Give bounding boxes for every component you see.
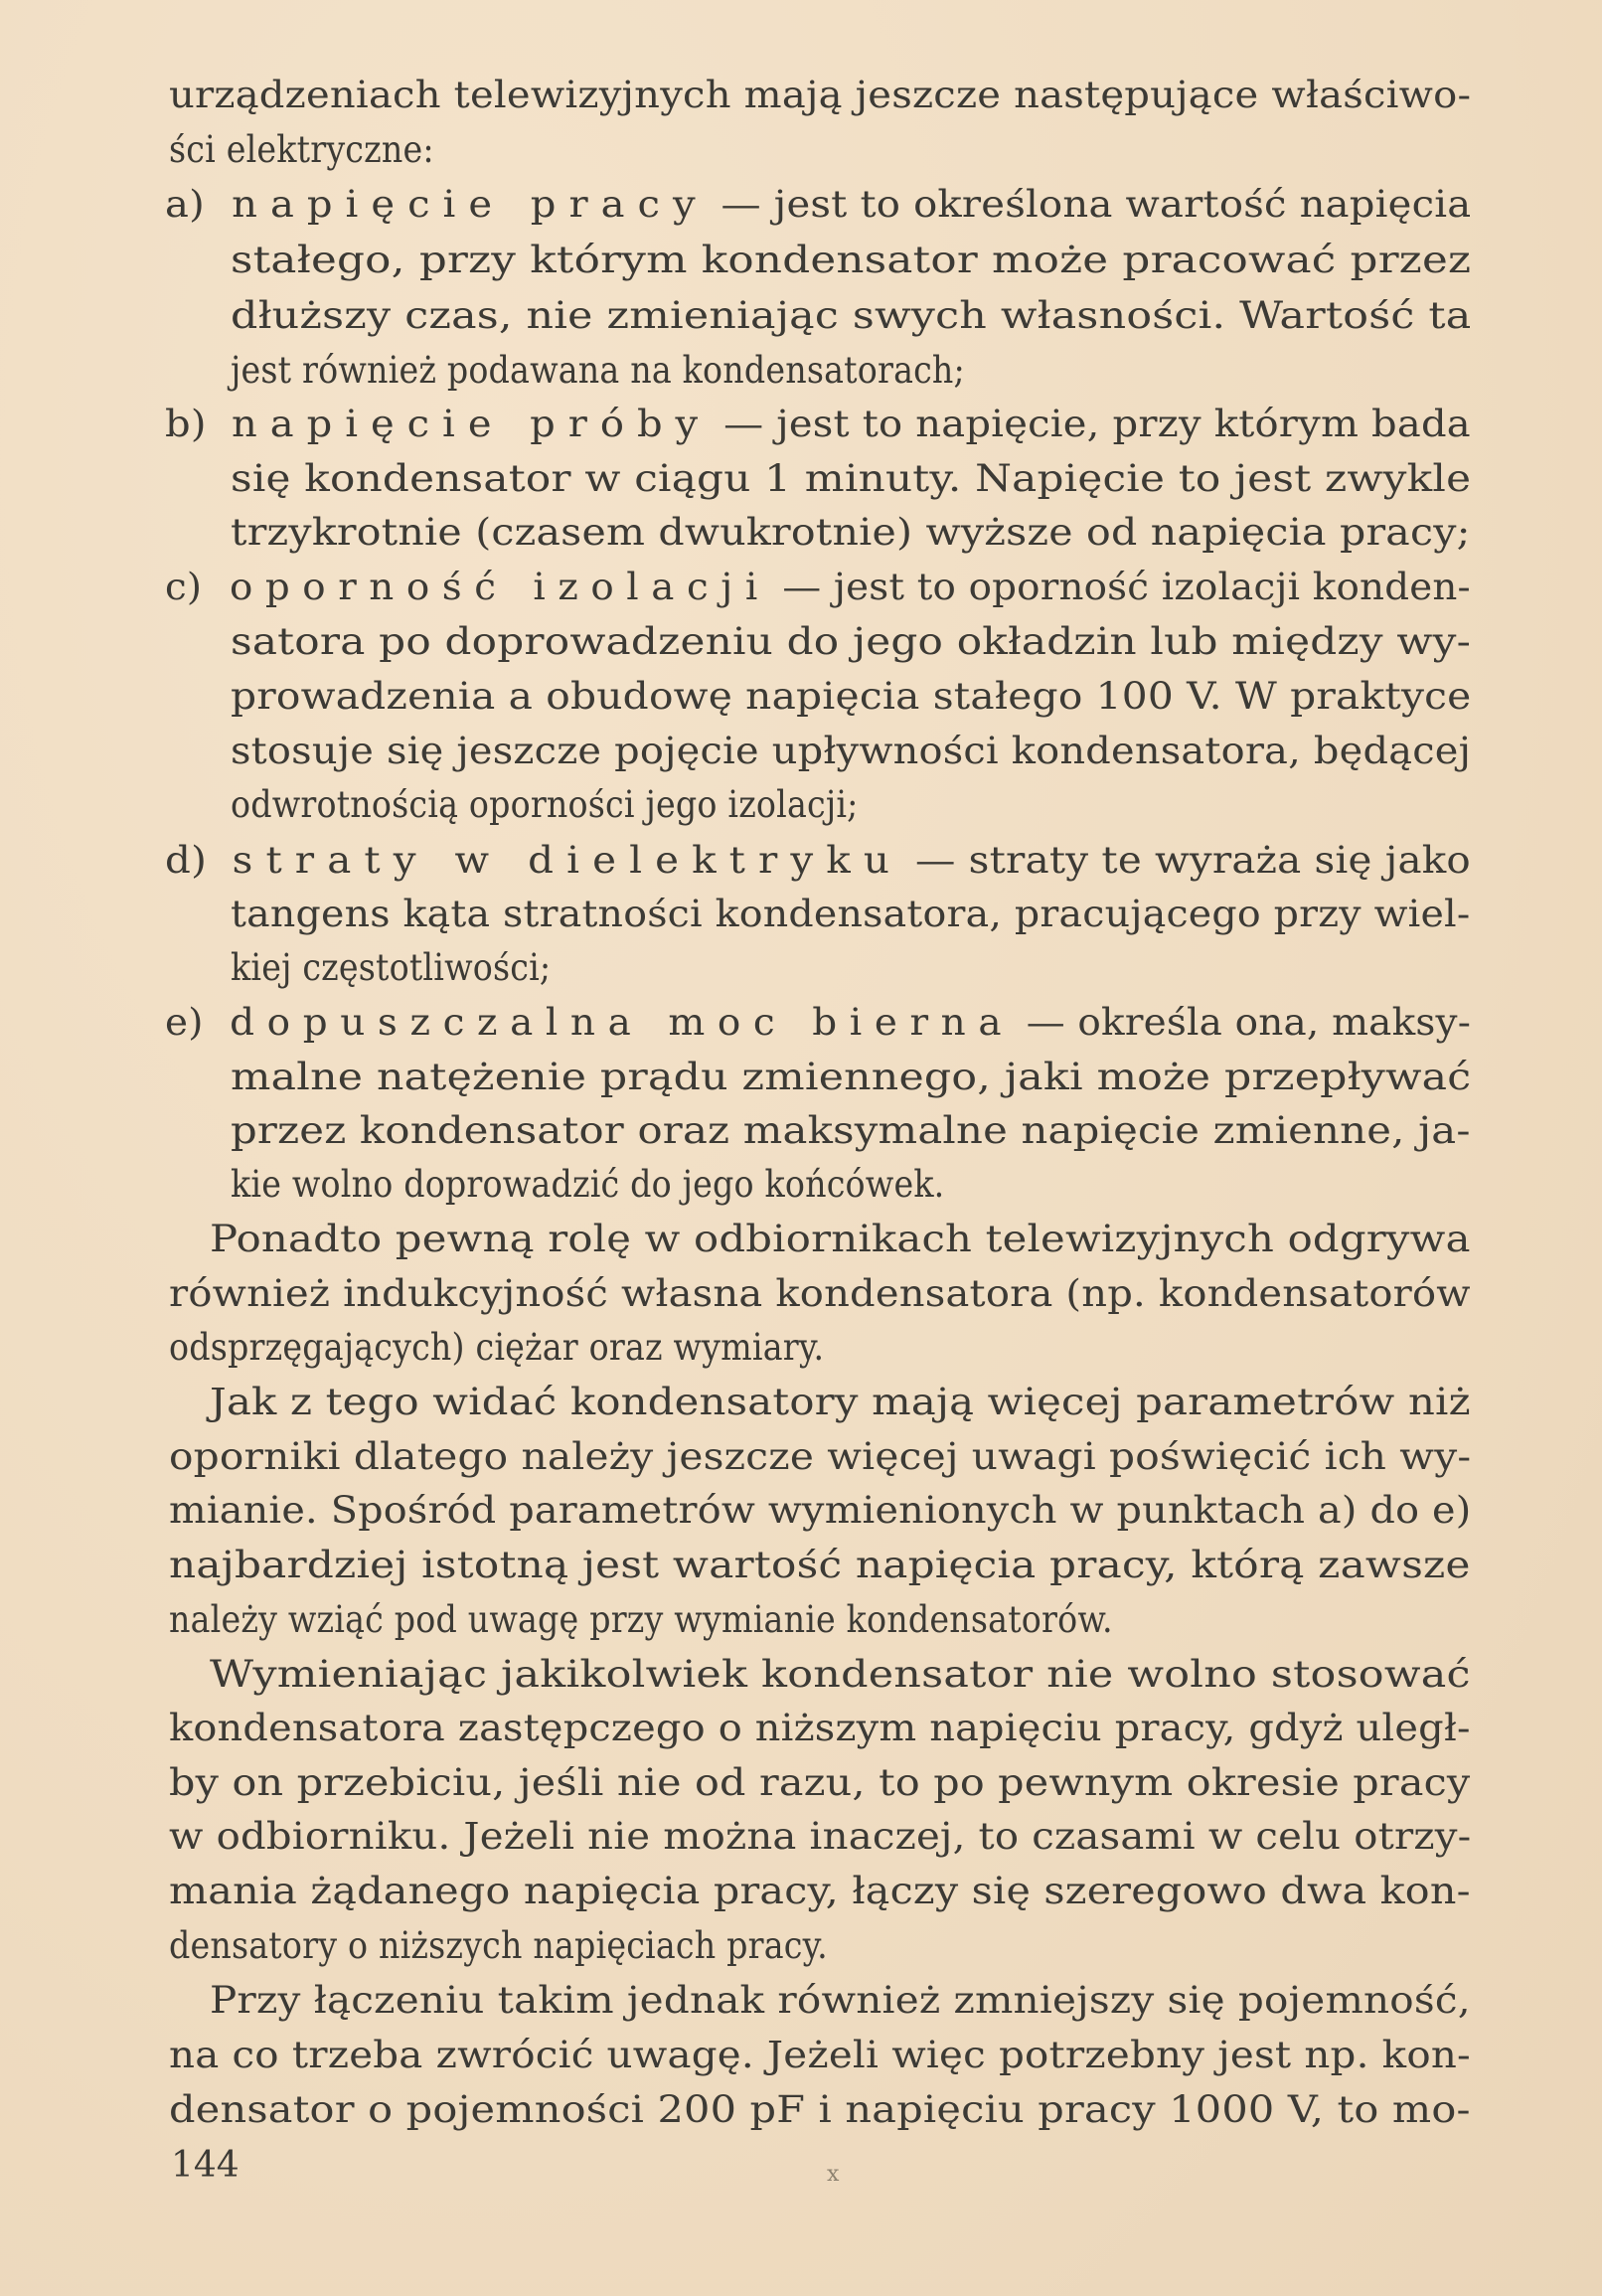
text-line	[231, 507, 1471, 559]
spaced-term: dopuszczalna moc bierna	[230, 1001, 1015, 1044]
text-line	[210, 1214, 1471, 1265]
line-text: by on przebiciu, jeśli nie od razu, to po pewnym okresie pracy	[169, 1761, 1471, 1804]
list-label: b)	[165, 403, 207, 445]
list-label: e)	[165, 1001, 204, 1044]
spaced-term: napięcie próby	[232, 403, 712, 445]
text-line	[210, 1975, 1471, 2027]
line-text: kie wolno doprowadzić do jego końcówek.	[231, 1163, 945, 1206]
text-line	[169, 1703, 1471, 1754]
text-line	[169, 70, 1471, 121]
line-text: oporniki dlatego należy jeszcze więcej uwagi poświęcić ich wy-	[169, 1435, 1472, 1478]
text-line	[231, 1159, 944, 1211]
text-line	[231, 671, 1471, 723]
text-line	[169, 124, 434, 176]
list-item-line	[165, 399, 1471, 450]
text-line	[169, 1920, 828, 1972]
list-label: a)	[165, 183, 205, 226]
line-text: densator o pojemności 200 pF i napięciu pracy 1000 V, to mo-	[169, 2088, 1471, 2131]
line-text: Wymieniając jakikolwiek kondensator nie wolno stosować	[210, 1653, 1471, 1696]
line-text: kondensatora zastępczego o niższym napięciu pracy, gdyż uległ-	[169, 1707, 1471, 1749]
text-line	[169, 1485, 1471, 1537]
line-text: się kondensator w ciągu 1 minuty. Napięcie to jest zwykle	[231, 457, 1472, 500]
line-text: odwrotnością oporności jego izolacji;	[231, 783, 859, 826]
line-text: stałego, przy którym kondensator może pracować przez	[231, 239, 1472, 281]
text-line	[169, 1811, 1471, 1863]
text-line	[169, 1322, 824, 1374]
line-text: najbardziej istotną jest wartość napięcia pracy, którą zawsze	[169, 1544, 1471, 1586]
text-line	[169, 2030, 1471, 2081]
text-line	[231, 290, 1471, 342]
text-line	[169, 1268, 1471, 1320]
text-line	[169, 1594, 1113, 1646]
line-text: stosuje się jeszcze pojęcie upływności kondensatora, będącej	[231, 730, 1472, 772]
list-item-line	[165, 835, 1471, 887]
line-text: odsprzęgających) ciężar oraz wymiary.	[169, 1326, 825, 1369]
text-line	[231, 453, 1471, 505]
line-text: densatory o niższych napięciach pracy.	[169, 1924, 828, 1967]
text-line	[231, 942, 551, 994]
text-line	[169, 1431, 1471, 1483]
text-line	[231, 616, 1471, 668]
text-line	[169, 1866, 1471, 1917]
line-text: kiej częstotliwości;	[231, 946, 552, 989]
spaced-term: straty w dielektryku	[232, 839, 902, 882]
line-text: satora po doprowadzeniu do jego okładzin lub między wy-	[231, 620, 1472, 663]
line-text: urządzeniach telewizyjnych mają jeszcze następujące właściwo-	[169, 74, 1472, 116]
page-number: 144	[171, 2145, 240, 2186]
line-text: trzykrotnie (czasem dwukrotnie) wyższe od napięcia pracy;	[231, 511, 1471, 554]
line-text: — jest to oporność izolacji konden-	[769, 566, 1471, 608]
line-text: należy wziąć pod uwagę przy wymianie kondensatorów.	[169, 1598, 1113, 1641]
line-text: — jest to określona wartość napięcia	[708, 183, 1472, 226]
text-line	[210, 1649, 1471, 1701]
text-line	[231, 1105, 1471, 1157]
line-text: na co trzeba zwrócić uwagę. Jeżeli więc potrzebny jest np. kon-	[169, 2034, 1471, 2076]
list-item-line	[165, 562, 1471, 613]
list-item-line	[165, 179, 1471, 231]
list-label: c)	[165, 566, 203, 608]
text-line	[210, 1377, 1471, 1428]
stray-mark: x	[827, 2162, 840, 2187]
text-line	[231, 779, 859, 831]
list-item-line	[165, 997, 1471, 1049]
text-line	[231, 235, 1471, 286]
spaced-term: oporność izolacji	[229, 566, 770, 608]
list-label: d)	[165, 839, 208, 882]
line-text: ści elektryczne:	[169, 128, 434, 171]
line-text: dłuższy czas, nie zmieniając swych własności. Wartość ta	[231, 294, 1472, 337]
line-text: jest również podawana na kondensatorach;	[231, 349, 965, 392]
text-line	[231, 889, 1470, 940]
line-text: Jak z tego widać kondensatory mają więcej parametrów niż	[210, 1381, 1471, 1423]
text-line	[231, 1052, 1471, 1103]
line-text: — określa ona, maksy-	[1014, 1001, 1472, 1044]
line-text: mania żądanego napięcia pracy, łączy się szeregowo dwa kon-	[169, 1870, 1471, 1912]
line-text: w odbiorniku. Jeżeli nie można inaczej, to czasami w celu otrzy-	[169, 1815, 1472, 1858]
line-text: prowadzenia a obudowę napięcia stałego 100 V. W praktyce	[231, 675, 1472, 718]
text-line	[169, 1757, 1470, 1809]
line-text: Ponadto pewną rolę w odbiornikach telewizyjnych odgrywa	[210, 1218, 1471, 1260]
line-text: malne natężenie prądu zmiennego, jaki może przepływać	[231, 1056, 1472, 1098]
line-text: przez kondensator oraz maksymalne napięcie zmienne, ja-	[231, 1109, 1471, 1152]
text-line	[231, 726, 1471, 777]
line-text: Przy łączeniu takim jednak również zmniejszy się pojemność,	[210, 1979, 1471, 2022]
line-text: tangens kąta stratności kondensatora, pracującego przy wiel-	[231, 893, 1471, 935]
spaced-term: napięcie pracy	[232, 183, 709, 226]
line-text: — straty te wyraża się jako	[901, 839, 1471, 882]
line-text: — jest to napięcie, przy którym bada	[711, 403, 1471, 445]
text-line	[169, 2084, 1471, 2136]
text-line	[169, 1540, 1471, 1591]
line-text: również indukcyjność własna kondensatora (np. kondensatorów	[169, 1272, 1471, 1315]
text-line	[231, 345, 965, 397]
line-text: mianie. Spośród parametrów wymienionych w punktach a) do e)	[169, 1489, 1472, 1532]
